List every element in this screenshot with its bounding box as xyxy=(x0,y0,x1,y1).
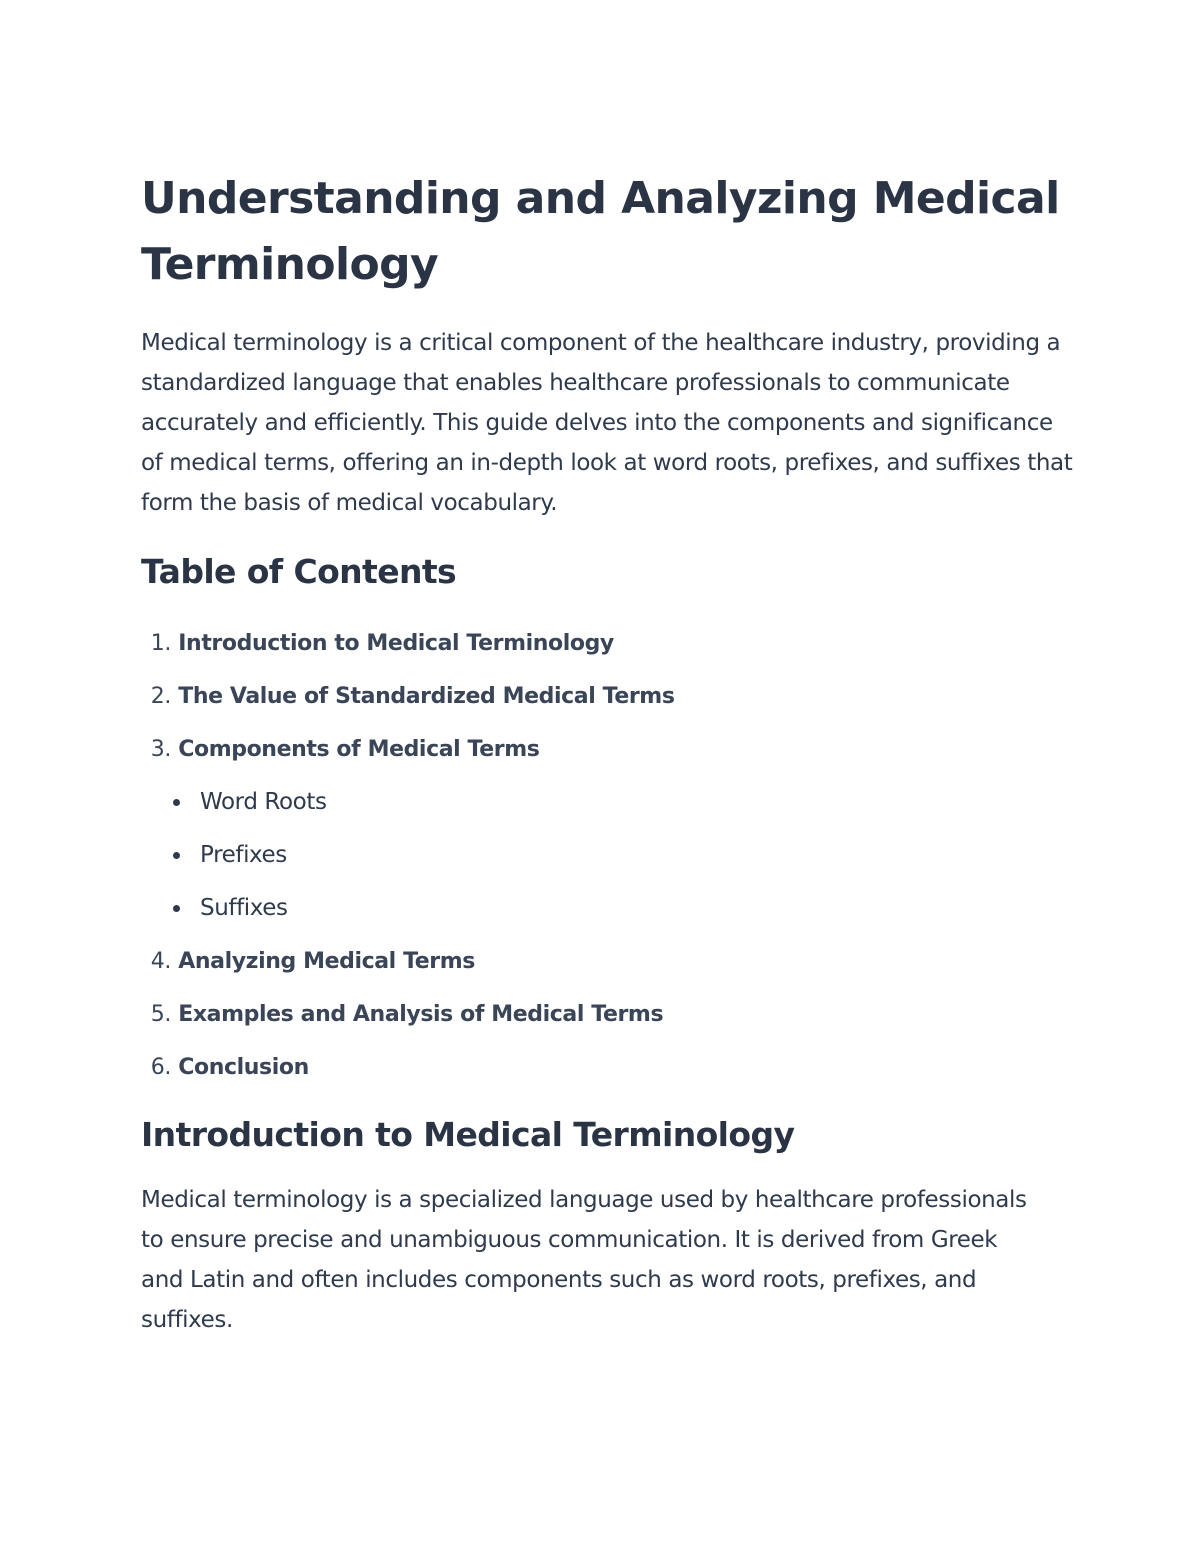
toc-item-value-of-standardized-terms[interactable] xyxy=(141,670,1076,723)
toc-item-analyzing[interactable] xyxy=(141,935,1076,988)
toc-item-number: 3. xyxy=(150,737,171,762)
intro-paragraph: Medical terminology is a critical component of the healthcare industry, providing a standardized language that enables healthcare professionals to communicate accurately and efficiently. This guide delves into the components and significance of medical terms, offering an in-depth look at word roots, prefixes, and suffixes that form the basis of medical vocabulary. xyxy=(141,330,1073,516)
toc-item-introduction[interactable] xyxy=(141,617,1076,670)
toc-subitem-suffixes xyxy=(141,882,1076,935)
toc-item-number: 4. xyxy=(150,949,171,974)
toc-item-conclusion[interactable] xyxy=(141,1041,1076,1094)
toc-subitems xyxy=(141,776,1076,935)
toc-item-components[interactable] xyxy=(141,723,1076,935)
bullet-icon xyxy=(173,852,180,859)
toc-subitem-label: Suffixes xyxy=(200,895,288,921)
toc-heading: Table of Contents xyxy=(141,552,457,591)
toc-subitem-prefixes xyxy=(141,829,1076,882)
bullet-icon xyxy=(173,905,180,912)
section-paragraph-introduction: Medical terminology is a specialized language used by healthcare professionals to ensure precise and unambiguous communication. It is derived from Greek and Latin and often includes components such as word roots, prefixes, and suffixes. xyxy=(141,1187,1027,1333)
toc-subitem-label: Prefixes xyxy=(200,842,287,868)
toc-item-number: 2. xyxy=(150,684,171,709)
toc-item-label[interactable]: Introduction to Medical Terminology xyxy=(178,631,614,656)
toc-subitem-word-roots xyxy=(141,776,1076,829)
toc-item-examples[interactable] xyxy=(141,988,1076,1041)
document-title: Understanding and Analyzing Medical Terminology xyxy=(141,173,1060,290)
toc-item-label[interactable]: Analyzing Medical Terms xyxy=(178,949,475,974)
toc-item-number: 1. xyxy=(150,631,171,656)
toc-item-number: 5. xyxy=(150,1002,171,1027)
toc-item-label[interactable]: Components of Medical Terms xyxy=(178,737,540,762)
toc-item-number: 6. xyxy=(150,1055,171,1080)
document-page xyxy=(141,166,1076,1340)
toc-subitem-label: Word Roots xyxy=(200,789,327,815)
bullet-icon xyxy=(173,799,180,806)
toc-item-label[interactable]: Examples and Analysis of Medical Terms xyxy=(178,1002,664,1027)
toc-item-label[interactable]: Conclusion xyxy=(178,1055,309,1080)
table-of-contents xyxy=(141,617,1076,1094)
section-heading-introduction: Introduction to Medical Terminology xyxy=(141,1115,795,1154)
toc-item-label[interactable]: The Value of Standardized Medical Terms xyxy=(178,684,675,709)
